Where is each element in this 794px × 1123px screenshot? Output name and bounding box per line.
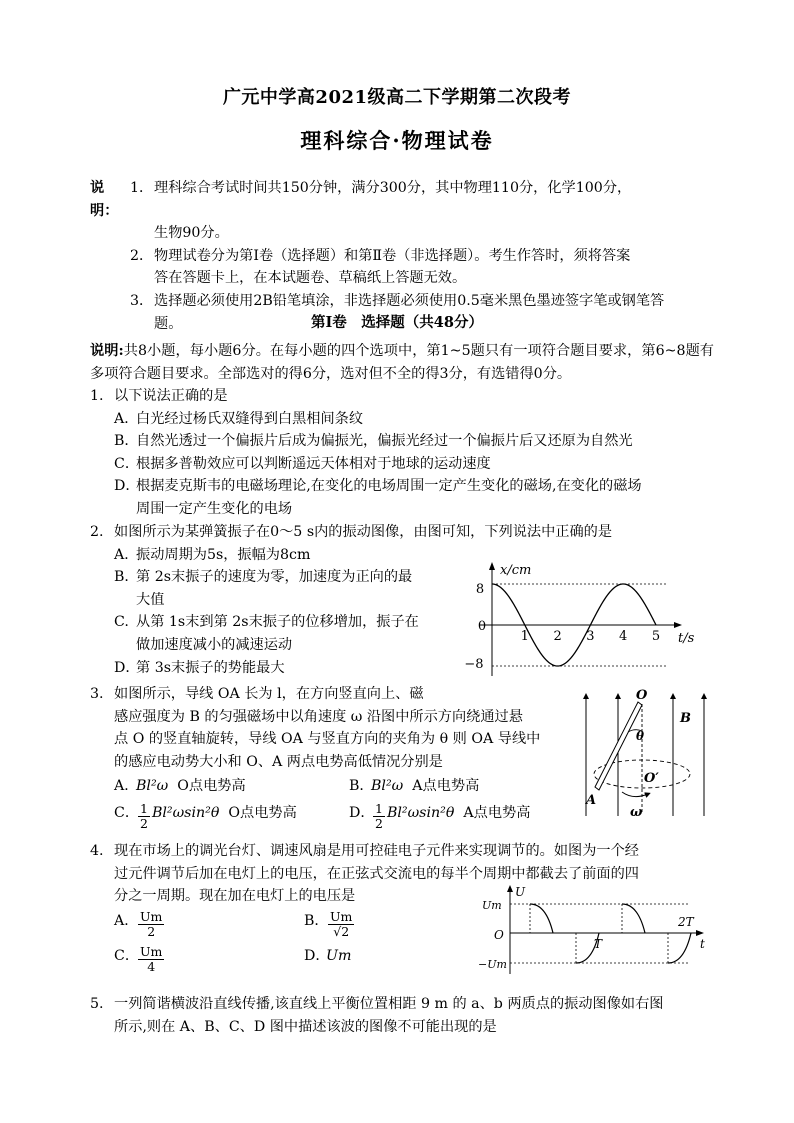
fraction (138, 945, 164, 974)
fraction-denominator: 2 (375, 815, 383, 831)
option-text: 第 2s末振子的速度为零，加速度为正向的最 (136, 569, 413, 586)
y-axis-arrow (489, 562, 495, 570)
option-letter: B． (114, 569, 139, 586)
question-stem-line: 分之一周期。现在加在电灯上的电压是 (114, 888, 356, 905)
option-expression: Bl²ω (371, 778, 404, 795)
option-a (114, 775, 349, 798)
note-item-3 (90, 290, 714, 313)
option-text: 自然光透过一个偏振片后成为偏振光，偏振光经过一个偏振片后又还原为自然光 (136, 433, 633, 450)
option-c-cont: 做加速度减小的减速运动 (136, 636, 293, 653)
y-tick-label: 0 (477, 619, 487, 634)
period-label: T (594, 937, 603, 951)
x-tick-label: 4 (619, 629, 628, 644)
option-expression: Bl²ωsin²θ (386, 804, 455, 821)
note-item-2-cont (90, 267, 714, 290)
question-stem-line: 点 O 的竖直轴旋转，导线 OA 与竖直方向的夹角为 θ 则 OA 导线中 (114, 731, 541, 748)
x-tick-label: 5 (651, 629, 661, 644)
voltage-graph (478, 884, 714, 980)
question-stem-line: 一列简谐横波沿直线传播,该直线上平衡位置相距 9 m 的 a、b 两质点的振动图像如右图 (114, 996, 664, 1012)
two-period-label: 2T (678, 915, 694, 929)
question-stem: 如图所示为某弹簧振子在0～5 s内的振动图像，由图可知，下列说法中正确的是 (114, 524, 613, 540)
point-o-prime-label: O′ (644, 771, 659, 786)
question-1 (90, 385, 714, 521)
question-stem-line: 过元件调节后加在电灯上的电压，在正弦式交流电的每半个周期中都截去了前面的四 (114, 865, 639, 882)
note-text: 物理试卷分为第Ⅰ卷（选择题）和第Ⅱ卷（非选择题）。考生作答时，须将答案 (154, 247, 631, 264)
option-b (90, 430, 714, 453)
note-text: 选择题必须使用2B铅笔填涂，非选择题必须使用0.5毫米黑色墨迹签字笔或钢笔答 (154, 292, 665, 309)
neg-um-label: −Um (478, 958, 507, 971)
option-text: O点电势高 (228, 804, 297, 821)
note-text: 理科综合考试时间共150分钟，满分300分，其中物理110分，化学100分， (154, 180, 632, 196)
fraction (373, 802, 385, 831)
um-label: Um (482, 899, 502, 912)
option-b-cont: 大值 (136, 591, 165, 608)
option-letter: B． (349, 778, 374, 795)
y-axis-label: x/cm (500, 563, 532, 578)
option-letter: A． (114, 912, 139, 929)
fraction-denominator: 2 (147, 923, 156, 939)
fraction (138, 910, 164, 939)
option-c (90, 611, 450, 634)
question-stem-line: 感应强度为 B 的匀强磁场中以角速度 ω 沿图中所示方向绕通过悬 (114, 708, 523, 725)
option-a (90, 544, 450, 567)
x-tick-label: 1 (520, 629, 529, 644)
option-b (90, 566, 450, 589)
instructions-lead: 说明: (90, 343, 124, 359)
option-d-cont: 周围一定产生变化的电场 (136, 500, 293, 517)
option-c (90, 453, 714, 476)
option-text: 振动周期为5s，振幅为8cm (136, 546, 311, 563)
fraction-numerator: Um (330, 908, 353, 924)
fraction-numerator: 1 (140, 800, 148, 816)
option-letter: D． (349, 804, 375, 821)
option-text: 根据多普勒效应可以判断遥远天体相对于地球的运动速度 (136, 455, 491, 472)
option-d (349, 802, 584, 831)
option-letter: D． (114, 478, 140, 495)
option-text: A点电势高 (463, 804, 531, 821)
u-axis-label: U (515, 885, 526, 899)
vibration-graph (460, 558, 710, 680)
option-letter: A． (114, 546, 139, 563)
x-tick-labels (521, 629, 660, 644)
option-c (114, 945, 304, 974)
option-text: 根据麦克斯韦的电磁场理论,在变化的电场周围一定产生变化的磁场,在变化的磁场 (136, 478, 642, 495)
option-letter: C． (114, 455, 140, 472)
option-expression: Bl²ω (136, 778, 169, 795)
field-b-label: B (680, 711, 691, 726)
question-number: 1. (90, 388, 104, 404)
option-c (114, 802, 349, 831)
question-stem-line: 所示,则在 A、B、C、D 图中描述该波的图像不可能出现的是 (114, 1018, 497, 1035)
option-text: 第 3s末振子的势能最大 (136, 659, 285, 676)
fraction-denominator: √2 (333, 923, 350, 939)
section-title: 第Ⅰ卷 选择题（共48分） (311, 314, 483, 331)
fraction (138, 802, 150, 831)
t-axis-label: t (700, 937, 705, 951)
option-letter: A． (114, 778, 139, 795)
t-axis-arrow (696, 930, 704, 936)
note-text-cont: 题。 (154, 315, 183, 332)
fraction-denominator: 4 (147, 958, 156, 974)
option-text: A点电势高 (412, 778, 480, 795)
option-d (90, 657, 450, 680)
option-letter: C. (114, 614, 129, 631)
x-tick-label: 3 (586, 629, 595, 644)
question-number: 2. (90, 524, 104, 540)
option-expression: Bl²ωsin²θ (151, 804, 220, 821)
note-number: 2． (130, 247, 154, 264)
instructions-text: 共8小题，每小题6分。在每小题的四个选项中，第1~5题只有一项符合题目要求，第6~8题有多项符合题目要求。全部选对的得6分，选对但不全的得3分，有选错得0分。 (90, 343, 714, 382)
point-a-label: A (586, 793, 597, 808)
omega-label: ω (630, 805, 643, 820)
voltage-curve (622, 904, 645, 933)
theta-label: θ (636, 729, 645, 743)
question-stem-line: 的感应电动势大小和 O、A 两点电势高低情况分别是 (114, 753, 443, 770)
section-instructions (90, 340, 714, 385)
question-stem-line: 如图所示，导线 OA 长为 l，在方向竖直向上、磁 (114, 686, 424, 702)
option-d (90, 475, 714, 498)
note-item-2 (90, 245, 714, 268)
option-letter: D． (114, 659, 140, 676)
option-a (90, 408, 714, 431)
note-number: 3． (130, 292, 154, 309)
y-tick-label: 8 (475, 582, 485, 597)
x-tick-label: 2 (553, 629, 562, 644)
origin-label: O (494, 928, 504, 942)
fraction (328, 910, 354, 939)
point-o-label: O (636, 688, 648, 703)
option-letter: C． (114, 804, 140, 821)
x-axis-label: t/s (678, 631, 695, 646)
note-number: 1． (130, 180, 154, 196)
question-number: 5. (90, 996, 104, 1012)
note-text-cont: 答在答题卡上，在本试题卷、草稿纸上答题无效。 (154, 270, 467, 287)
fraction-numerator: 1 (375, 800, 383, 816)
question-number: 3. (90, 686, 104, 702)
voltage-curve (668, 933, 691, 963)
option-letter: A． (114, 410, 139, 427)
option-b (349, 775, 584, 798)
rotating-wire-figure (578, 688, 716, 820)
fraction-denominator: 2 (140, 815, 148, 831)
option-text: 从第 1s末到第 2s末振子的位移增加，振子在 (136, 614, 419, 631)
subject-title: 理科综合·物理试卷 (300, 128, 494, 153)
y-tick-label: −8 (464, 657, 484, 672)
school-exam-title: 广元中学高2021级高二下学期第二次段考 (222, 87, 572, 108)
notes-lead: 说明： (90, 180, 119, 219)
note-text-cont: 生物90分。 (154, 225, 229, 242)
question-stem: 以下说法正确的是 (114, 388, 228, 404)
option-text: 白光经过杨氏双缝得到白黑相间条纹 (136, 410, 364, 427)
fraction-numerator: Um (140, 943, 163, 959)
option-a (114, 910, 304, 939)
x-axis-arrow (674, 622, 682, 628)
note-item-1-cont (90, 222, 714, 245)
u-axis-arrow (507, 885, 513, 892)
question-5 (90, 993, 714, 1038)
option-text: Um (326, 947, 352, 964)
note-item-1 (90, 177, 714, 222)
option-letter: C． (114, 947, 140, 964)
fraction-numerator: Um (140, 908, 163, 924)
option-letter: D． (304, 947, 330, 964)
option-letter: B． (304, 912, 329, 929)
voltage-curve (530, 904, 553, 933)
option-text: O点电势高 (177, 778, 246, 795)
question-number: 4. (90, 843, 104, 859)
option-letter: B． (114, 433, 139, 450)
rotation-arrow (622, 792, 648, 797)
question-stem-line: 现在市场上的调光台灯、调速风扇是用可控硅电子元件来实现调节的。如图为一个经 (114, 843, 639, 859)
